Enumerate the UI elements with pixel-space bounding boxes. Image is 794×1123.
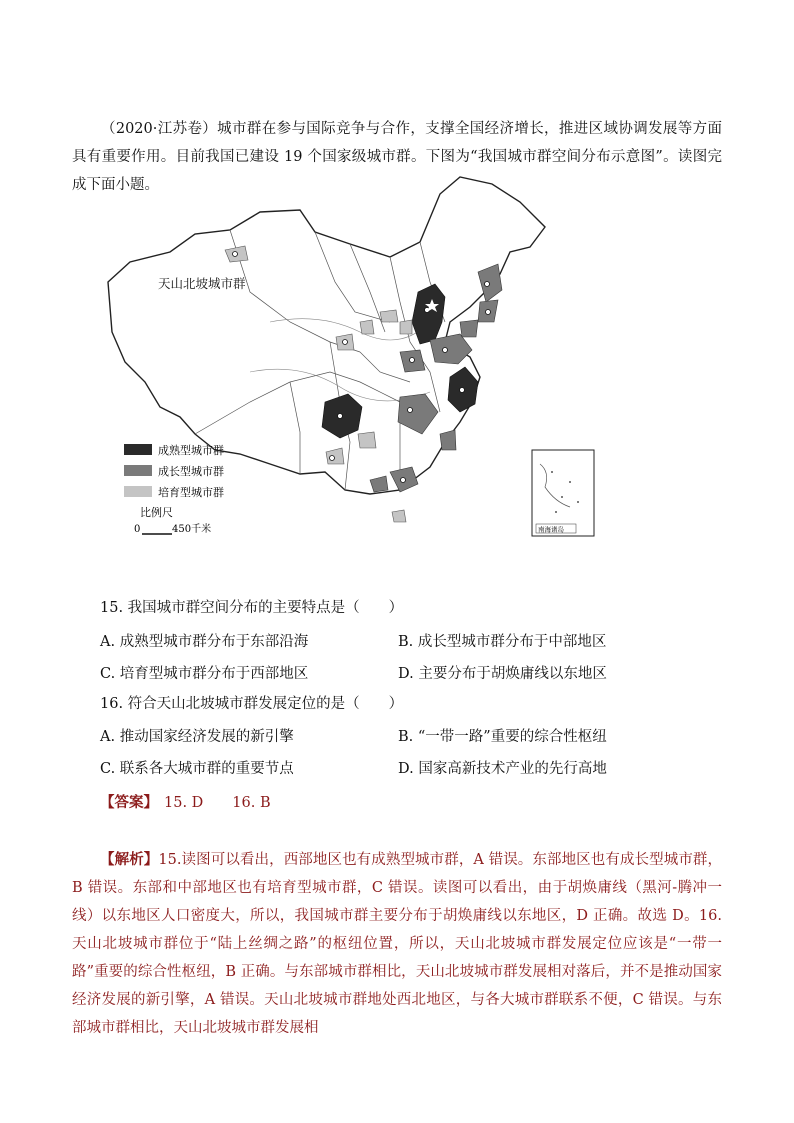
scale-value: 450千米 [172,524,212,535]
cluster-qiongzhou [392,510,406,522]
label-tianshan: 天山北坡城市群 [158,276,246,291]
analysis-tag: 【解析】 [100,851,159,868]
map-legend [124,443,224,499]
inset-label: 南海诸岛 [538,525,564,534]
question-15-option-c: C. 培育型城市群分布于西部地区 [100,666,309,682]
question-16-option-b: B. “一带一路”重要的综合性枢纽 [398,729,607,745]
question-15-option-b: B. 成长型城市群分布于中部地区 [398,634,607,650]
analysis-block [72,818,722,1042]
cluster-central-shanxi [400,320,412,334]
scale-title: 比例尺 [140,506,173,519]
cluster-ningxia [360,320,374,334]
question-16-option-c: C. 联系各大城市群的重要节点 [100,761,294,777]
question-15-stem: 15. 我国城市群空间分布的主要特点是（ ） [100,600,404,616]
question-16-option-d: D. 国家高新技术产业的先行高地 [398,761,607,777]
cluster-shandong [460,320,478,337]
question-16-stem: 16. 符合天山北坡城市群发展定位的是（ ） [100,696,404,712]
analysis-text: 15.读图可以看出，西部地区也有成熟型城市群，A 错误。东部地区也有成长型城市群，B 错误。东部和中部地区也有培育型城市群，C 错误。读图可以看出，由于胡焕庸线（黑河-腾冲一线）以东地区人口密度大，所以，我国城市群主要分布于胡焕庸线以东地区，D 正确。故选 D。16.天山北坡城市群位于“陆上丝绸之路”的枢纽位置，所以，天山北坡城市群发展定位应该是“一带一路”重要的综合性枢纽，B 正确。与东部城市群相比，天山北坡城市群发展相对落后，并不是推动国家经济发展的新引擎，A 错误。天山北坡城市群地处西北地区，与各大城市群联系不便，C 错误。与东部城市群相比，天山北坡城市群发展相 [72,852,723,1036]
scale-bar [134,505,211,535]
south-china-sea-inset [532,450,594,536]
question-16-option-a: A. 推动国家经济发展的新引擎 [100,729,294,745]
answer-text: 15. D 16. B [164,795,271,811]
legend-growth: 成长型城市群 [158,465,224,478]
intro-paragraph: （2020·江苏卷）城市群在参与国际竞争与合作，支撑全国经济增长，推进区域协调发展等方面具有重要作用。目前我国已建设 19 个国家级城市群。下图为“我国城市群空间分布示意图”。读图完成下面小题。 [72,120,722,193]
china-city-cluster-map [100,172,610,547]
cluster-central-guizhou [358,432,376,448]
question-15-option-d: D. 主要分布于胡焕庸线以东地区 [398,666,607,682]
scale-zero: 0 [134,524,141,535]
legend-mature: 成熟型城市群 [158,444,224,457]
question-15-option-a: A. 成熟型城市群分布于东部沿海 [100,634,309,650]
legend-cultivating: 培育型城市群 [158,486,224,499]
cluster-hohhot [380,310,398,322]
analysis-paragraph [72,818,722,1042]
answer-line [100,791,271,812]
answer-tag: 【答案】 [100,794,158,811]
